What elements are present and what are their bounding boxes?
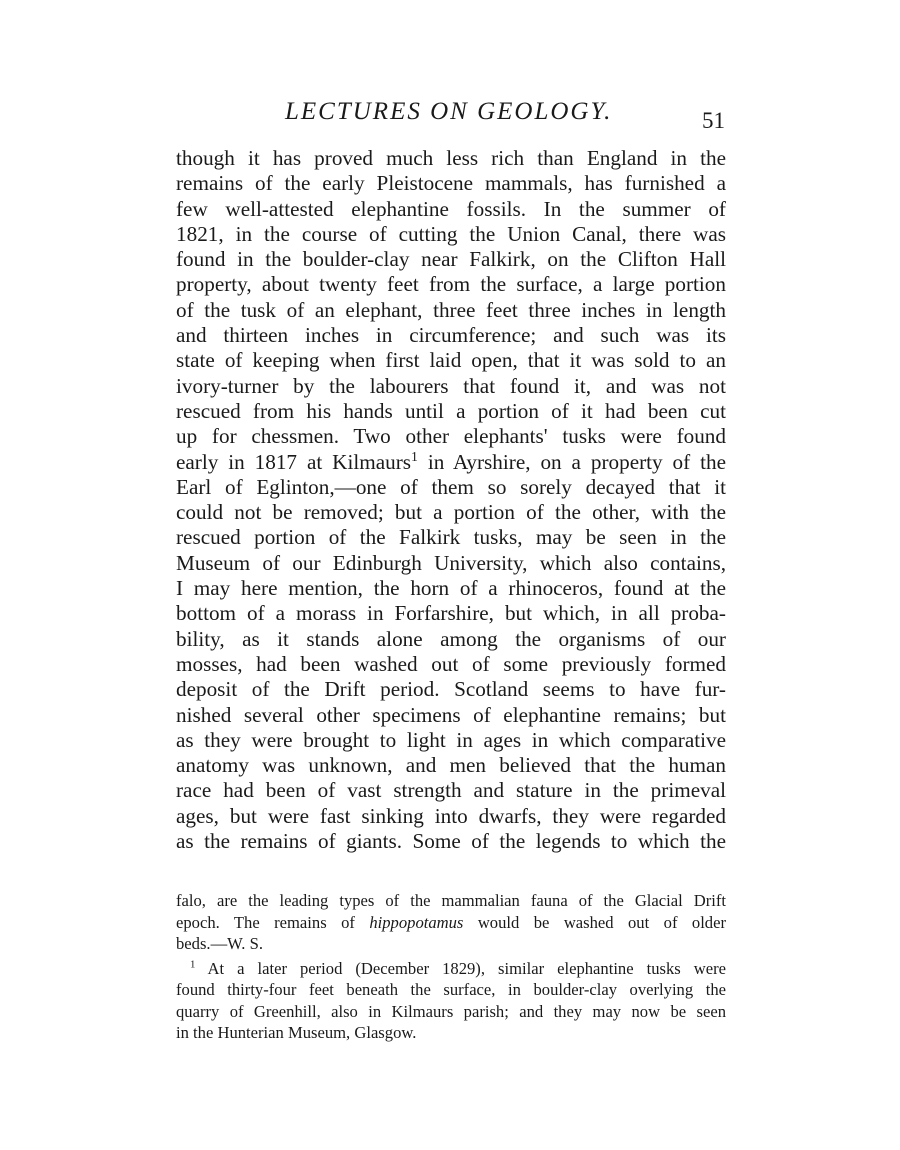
- text-line: anatomy was unknown, and men believed that the human: [176, 753, 726, 778]
- text-line: bottom of a morass in Forfarshire, but which, in all proba-: [176, 601, 726, 626]
- footnote-continuation-line: epoch. The remains of hippopotamus would be washed out of older: [176, 912, 726, 932]
- footnote-1: $^1$ At a later period (December 1829), similar elephantine tusks were: [190, 957, 726, 978]
- footnote-marker: 1: [190, 957, 196, 970]
- footnote-line: in the Hunterian Museum, Glasgow.: [176, 1023, 417, 1042]
- text-line: and thirteen inches in circumference; and such was its: [176, 323, 726, 348]
- footnote-reference: 1: [411, 448, 418, 464]
- text-line: deposit of the Drift period. Scotland seems to have fur-: [176, 677, 726, 702]
- text-line: state of keeping when first laid open, that it was sold to an: [176, 348, 726, 373]
- body-text: [176, 146, 726, 854]
- footnote-continuation-line: falo, are the leading types of the mammalian fauna of the Glacial Drift: [176, 891, 726, 910]
- page-number: 51: [702, 108, 725, 133]
- text-line: Earl of Eglinton,—one of them so sorely decayed that it: [176, 474, 726, 499]
- text-line: as they were brought to light in ages in which comparative: [176, 727, 726, 752]
- footnote-line: quarry of Greenhill, also in Kilmaurs parish; and they may now be seen: [176, 1001, 726, 1021]
- text-line: could not be removed; but a portion of the other, with the: [176, 500, 726, 525]
- footnote-line: found thirty-four feet beneath the surface, in boulder-clay overlying the: [176, 980, 726, 999]
- text-line: mosses, had been washed out of some previously formed: [176, 651, 726, 676]
- text-line: rescued from his hands until a portion of it had been cut: [176, 398, 726, 423]
- text-line: early in 1817 at Kilmaurs$^1$ in Ayrshire, on a property of the: [176, 448, 727, 474]
- text-line: ages, but were fast sinking into dwarfs, they were regarded: [176, 803, 726, 828]
- text-line: I may here mention, the horn of a rhinoceros, found at the: [176, 576, 726, 601]
- text-line: nished several other specimens of elephantine remains; but: [176, 702, 726, 727]
- footnote-continuation-line: beds.—W. S.: [176, 934, 263, 953]
- footnotes: [176, 890, 726, 1044]
- text-line: Museum of our Edinburgh University, which also contains,: [176, 550, 726, 575]
- text-line: up for chessmen. Two other elephants' tusks were found: [176, 424, 726, 449]
- text-line: bility, as it stands alone among the organisms of our: [176, 626, 726, 651]
- text-line: of the tusk of an elephant, three feet three inches in length: [176, 297, 726, 322]
- text-line: ivory-turner by the labourers that found it, and was not: [176, 373, 726, 398]
- text-line: remains of the early Pleistocene mammals, has furnished a: [176, 171, 726, 196]
- text-line: race had been of vast strength and stature in the primeval: [176, 778, 726, 803]
- running-title: LECTURES ON GEOLOGY.: [285, 98, 613, 125]
- taxon-name: hippopotamus: [369, 912, 464, 932]
- text-line: as the remains of giants. Some of the legends to which the: [176, 829, 726, 854]
- text-line: few well-attested elephantine fossils. In the summer of: [176, 196, 726, 221]
- text-line: 1821, in the course of cutting the Union Canal, there was: [176, 221, 726, 246]
- text-line: property, about twenty feet from the surface, a large portion: [176, 272, 726, 297]
- running-header: [0, 98, 900, 138]
- text-line: though it has proved much less rich than England in the: [176, 146, 726, 170]
- text-line: found in the boulder-clay near Falkirk, on the Clifton Hall: [176, 247, 726, 272]
- text-line: rescued portion of the Falkirk tusks, may be seen in the: [176, 525, 726, 550]
